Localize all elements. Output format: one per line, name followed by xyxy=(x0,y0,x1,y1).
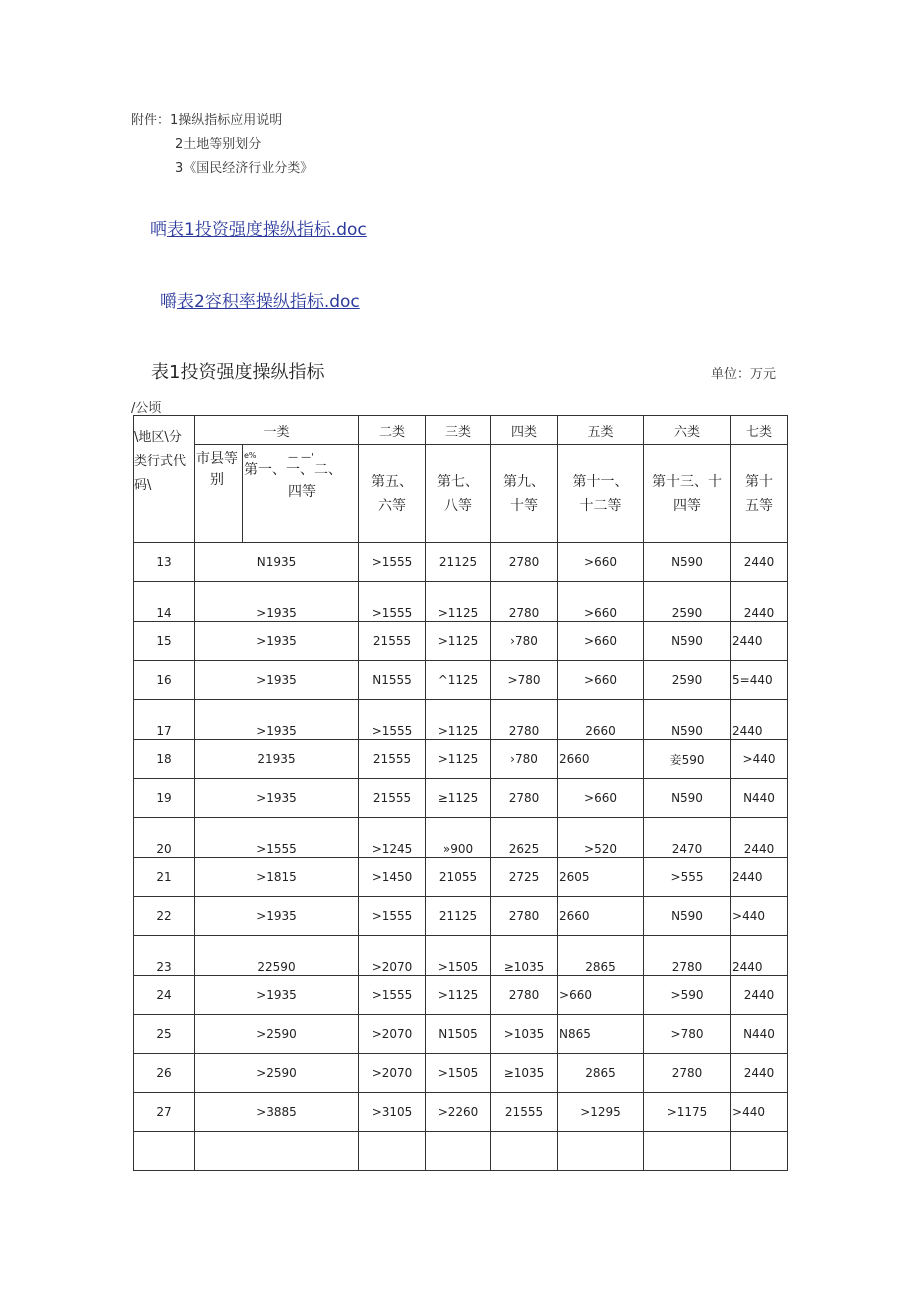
value-cell: 2725 xyxy=(491,858,558,897)
value-cell: >1555 xyxy=(359,976,426,1015)
corner-header-line: \地区\分 xyxy=(134,430,182,445)
value-cell: 2440 xyxy=(731,622,788,661)
industry-code-cell: 26 xyxy=(134,1054,195,1093)
grade-mark: e% xyxy=(244,451,257,460)
table-row xyxy=(134,779,788,818)
file-link-icon: 嚼 xyxy=(160,292,177,312)
unit-label-tail: /公顷 xyxy=(131,401,162,416)
value-cell: N440 xyxy=(731,1015,788,1054)
value-cell: ^1125 xyxy=(426,661,491,700)
empty-cell xyxy=(731,1132,788,1171)
attachment-line-3: 3《国民经济行业分类》 xyxy=(175,161,314,176)
value-cell: N590 xyxy=(644,543,731,582)
value-cell: 21935 xyxy=(195,740,359,779)
value-cell: 2780 xyxy=(644,1054,731,1093)
value-cell: >1125 xyxy=(426,622,491,661)
industry-code-cell: 14 xyxy=(134,582,195,622)
value-cell: >2070 xyxy=(359,1054,426,1093)
value-cell: >1935 xyxy=(195,661,359,700)
value-cell: >1125 xyxy=(426,700,491,740)
grade-header xyxy=(644,445,731,543)
grade-header-line: 十二等 xyxy=(579,497,622,514)
value-cell: >780 xyxy=(491,661,558,700)
value-cell: >1555 xyxy=(359,897,426,936)
corner-header-line: 类行式代 xyxy=(134,454,187,469)
category-header: 六类 xyxy=(644,416,731,445)
value-cell: 2780 xyxy=(644,936,731,976)
value-cell: 2590 xyxy=(644,661,731,700)
industry-code-cell: 22 xyxy=(134,897,195,936)
value-cell: >1815 xyxy=(195,858,359,897)
grade-header-line: 八等 xyxy=(444,497,473,514)
table-row xyxy=(134,1054,788,1093)
value-cell: 21555 xyxy=(359,779,426,818)
value-cell: >440 xyxy=(731,897,788,936)
value-cell: >2590 xyxy=(195,1054,359,1093)
unit-label: 单位：万元 xyxy=(711,367,777,382)
grade-header-row xyxy=(134,445,788,543)
value-cell: >1450 xyxy=(359,858,426,897)
industry-code-cell: 20 xyxy=(134,818,195,858)
investment-intensity-table xyxy=(133,415,788,1171)
value-cell: 2780 xyxy=(491,976,558,1015)
value-cell: >660 xyxy=(558,622,644,661)
grade-header-line: 十等 xyxy=(510,497,539,514)
empty-cell xyxy=(644,1132,731,1171)
grade-header-line: 第七、 xyxy=(437,473,480,490)
value-cell: 2440 xyxy=(731,936,788,976)
value-cell: 2440 xyxy=(731,582,788,622)
grade-header xyxy=(731,445,788,543)
grade-header-line: 第十三、十 xyxy=(652,473,723,490)
table-row xyxy=(134,1015,788,1054)
value-cell: >1125 xyxy=(426,740,491,779)
value-cell: >2070 xyxy=(359,1015,426,1054)
value-cell: >1935 xyxy=(195,897,359,936)
value-cell: 2440 xyxy=(731,1054,788,1093)
value-cell: ›780 xyxy=(491,622,558,661)
table-row xyxy=(134,1093,788,1132)
category-header-row xyxy=(134,416,788,445)
category-header: 三类 xyxy=(426,416,491,445)
value-cell: 2660 xyxy=(558,700,644,740)
empty-table-row xyxy=(134,1132,788,1171)
industry-code-cell: 23 xyxy=(134,936,195,976)
city-grade-label-line: 别 xyxy=(210,472,224,488)
grade-header-line: 五等 xyxy=(745,497,774,514)
industry-code-cell: 19 xyxy=(134,779,195,818)
file-link-icon: 哂 xyxy=(150,220,167,240)
empty-cell xyxy=(558,1132,644,1171)
industry-code-cell: 17 xyxy=(134,700,195,740)
attachment-line-2: 2土地等别划分 xyxy=(175,137,262,152)
value-cell: 2440 xyxy=(731,818,788,858)
file-link-text[interactable]: 表1投资强度操纵指标.doc xyxy=(167,220,367,240)
value-cell: ≥1035 xyxy=(491,1054,558,1093)
value-cell: N1505 xyxy=(426,1015,491,1054)
table-row xyxy=(134,818,788,858)
industry-code-cell: 18 xyxy=(134,740,195,779)
value-cell: N440 xyxy=(731,779,788,818)
industry-code-cell: 15 xyxy=(134,622,195,661)
grade-header xyxy=(426,445,491,543)
empty-cell xyxy=(134,1132,195,1171)
file-link-table1[interactable] xyxy=(150,215,367,240)
category-header: 一类 xyxy=(195,416,359,445)
value-cell: >1245 xyxy=(359,818,426,858)
table-row xyxy=(134,897,788,936)
grade-header-line: 第五、 xyxy=(371,473,414,490)
value-cell: 2865 xyxy=(558,936,644,976)
industry-code-cell: 27 xyxy=(134,1093,195,1132)
file-link-table2[interactable] xyxy=(160,287,360,312)
value-cell: >3885 xyxy=(195,1093,359,1132)
value-cell: 21125 xyxy=(426,897,491,936)
value-cell: N590 xyxy=(644,779,731,818)
value-cell: >3105 xyxy=(359,1093,426,1132)
value-cell: 2590 xyxy=(644,582,731,622)
value-cell: 5=440 xyxy=(731,661,788,700)
value-cell: >1505 xyxy=(426,1054,491,1093)
value-cell: 2780 xyxy=(491,543,558,582)
value-cell: >660 xyxy=(558,543,644,582)
grade-header xyxy=(491,445,558,543)
corner-header-cell xyxy=(134,416,195,543)
grade-header xyxy=(243,445,359,543)
value-cell: 2865 xyxy=(558,1054,644,1093)
value-cell: 22590 xyxy=(195,936,359,976)
value-cell: >1125 xyxy=(426,976,491,1015)
table-title: 表1投资强度操纵指标 xyxy=(151,362,325,383)
table-row xyxy=(134,700,788,740)
value-cell: >520 xyxy=(558,818,644,858)
city-grade-label-cell xyxy=(195,445,243,543)
value-cell: »900 xyxy=(426,818,491,858)
value-cell: >2590 xyxy=(195,1015,359,1054)
grade-header-line: 六等 xyxy=(378,497,407,514)
value-cell: N590 xyxy=(644,897,731,936)
table-row xyxy=(134,622,788,661)
value-cell: N1935 xyxy=(195,543,359,582)
value-cell: >1035 xyxy=(491,1015,558,1054)
category-header: 四类 xyxy=(491,416,558,445)
table-row xyxy=(134,976,788,1015)
grade-header xyxy=(558,445,644,543)
value-cell: 2605 xyxy=(558,858,644,897)
value-cell: 2660 xyxy=(558,897,644,936)
table-row xyxy=(134,582,788,622)
value-cell: 妾590 xyxy=(644,740,731,779)
value-cell: N590 xyxy=(644,700,731,740)
value-cell: >1935 xyxy=(195,622,359,661)
empty-cell xyxy=(195,1132,359,1171)
industry-code-cell: 21 xyxy=(134,858,195,897)
category-header: 二类 xyxy=(359,416,426,445)
value-cell: >780 xyxy=(644,1015,731,1054)
value-cell: >1935 xyxy=(195,976,359,1015)
value-cell: 2660 xyxy=(558,740,644,779)
value-cell: >1295 xyxy=(558,1093,644,1132)
grade-header-line: 第九、 xyxy=(503,473,546,490)
file-link-text[interactable]: 表2容积率操纵指标.doc xyxy=(177,292,360,312)
attachment-line-1: 附件：1操纵指标应用说明 xyxy=(131,113,283,128)
grade-header xyxy=(359,445,426,543)
value-cell: >1175 xyxy=(644,1093,731,1132)
value-cell: >1555 xyxy=(359,700,426,740)
industry-code-cell: 25 xyxy=(134,1015,195,1054)
value-cell: N590 xyxy=(644,622,731,661)
value-cell: 21555 xyxy=(359,622,426,661)
category-header: 七类 xyxy=(731,416,788,445)
value-cell: 2780 xyxy=(491,897,558,936)
value-cell: 2625 xyxy=(491,818,558,858)
industry-code-cell: 13 xyxy=(134,543,195,582)
value-cell: >1555 xyxy=(359,582,426,622)
value-cell: >1505 xyxy=(426,936,491,976)
value-cell: ≥1035 xyxy=(491,936,558,976)
value-cell: ≥1125 xyxy=(426,779,491,818)
value-cell: >660 xyxy=(558,779,644,818)
city-grade-label-line: 市县等 xyxy=(196,451,238,467)
grade-header-line: 四等 xyxy=(673,497,702,514)
category-header: 五类 xyxy=(558,416,644,445)
value-cell: 2440 xyxy=(731,858,788,897)
grade-header-line: 第十一、 xyxy=(572,473,629,490)
value-cell: 2440 xyxy=(731,543,788,582)
value-cell: >440 xyxy=(731,740,788,779)
value-cell: ›780 xyxy=(491,740,558,779)
value-cell: >440 xyxy=(731,1093,788,1132)
value-cell: >590 xyxy=(644,976,731,1015)
table-row xyxy=(134,740,788,779)
grade-header-line: 四等 xyxy=(288,484,316,500)
value-cell: 21555 xyxy=(359,740,426,779)
table-row xyxy=(134,543,788,582)
value-cell: >2070 xyxy=(359,936,426,976)
grade-dashes: — —' xyxy=(288,452,314,463)
value-cell: >1935 xyxy=(195,582,359,622)
empty-cell xyxy=(359,1132,426,1171)
value-cell: >1935 xyxy=(195,700,359,740)
table-row xyxy=(134,858,788,897)
value-cell: N865 xyxy=(558,1015,644,1054)
value-cell: 2780 xyxy=(491,582,558,622)
industry-code-cell: 16 xyxy=(134,661,195,700)
value-cell: >1125 xyxy=(426,582,491,622)
table-row xyxy=(134,661,788,700)
value-cell: 21125 xyxy=(426,543,491,582)
value-cell: >660 xyxy=(558,661,644,700)
value-cell: >660 xyxy=(558,582,644,622)
value-cell: >660 xyxy=(558,976,644,1015)
value-cell: 2440 xyxy=(731,700,788,740)
value-cell: >1935 xyxy=(195,779,359,818)
table-row xyxy=(134,936,788,976)
value-cell: N1555 xyxy=(359,661,426,700)
industry-code-cell: 24 xyxy=(134,976,195,1015)
corner-header-line: 码\ xyxy=(134,478,152,493)
value-cell: 21555 xyxy=(491,1093,558,1132)
value-cell: >555 xyxy=(644,858,731,897)
value-cell: >1555 xyxy=(195,818,359,858)
value-cell: >1555 xyxy=(359,543,426,582)
empty-cell xyxy=(491,1132,558,1171)
value-cell: 2470 xyxy=(644,818,731,858)
value-cell: >2260 xyxy=(426,1093,491,1132)
value-cell: 2780 xyxy=(491,700,558,740)
value-cell: 2780 xyxy=(491,779,558,818)
value-cell: 21055 xyxy=(426,858,491,897)
grade-header-line: 第一、一、二、 xyxy=(244,462,342,478)
value-cell: 2440 xyxy=(731,976,788,1015)
empty-cell xyxy=(426,1132,491,1171)
grade-header-line: 第十 xyxy=(745,473,774,490)
